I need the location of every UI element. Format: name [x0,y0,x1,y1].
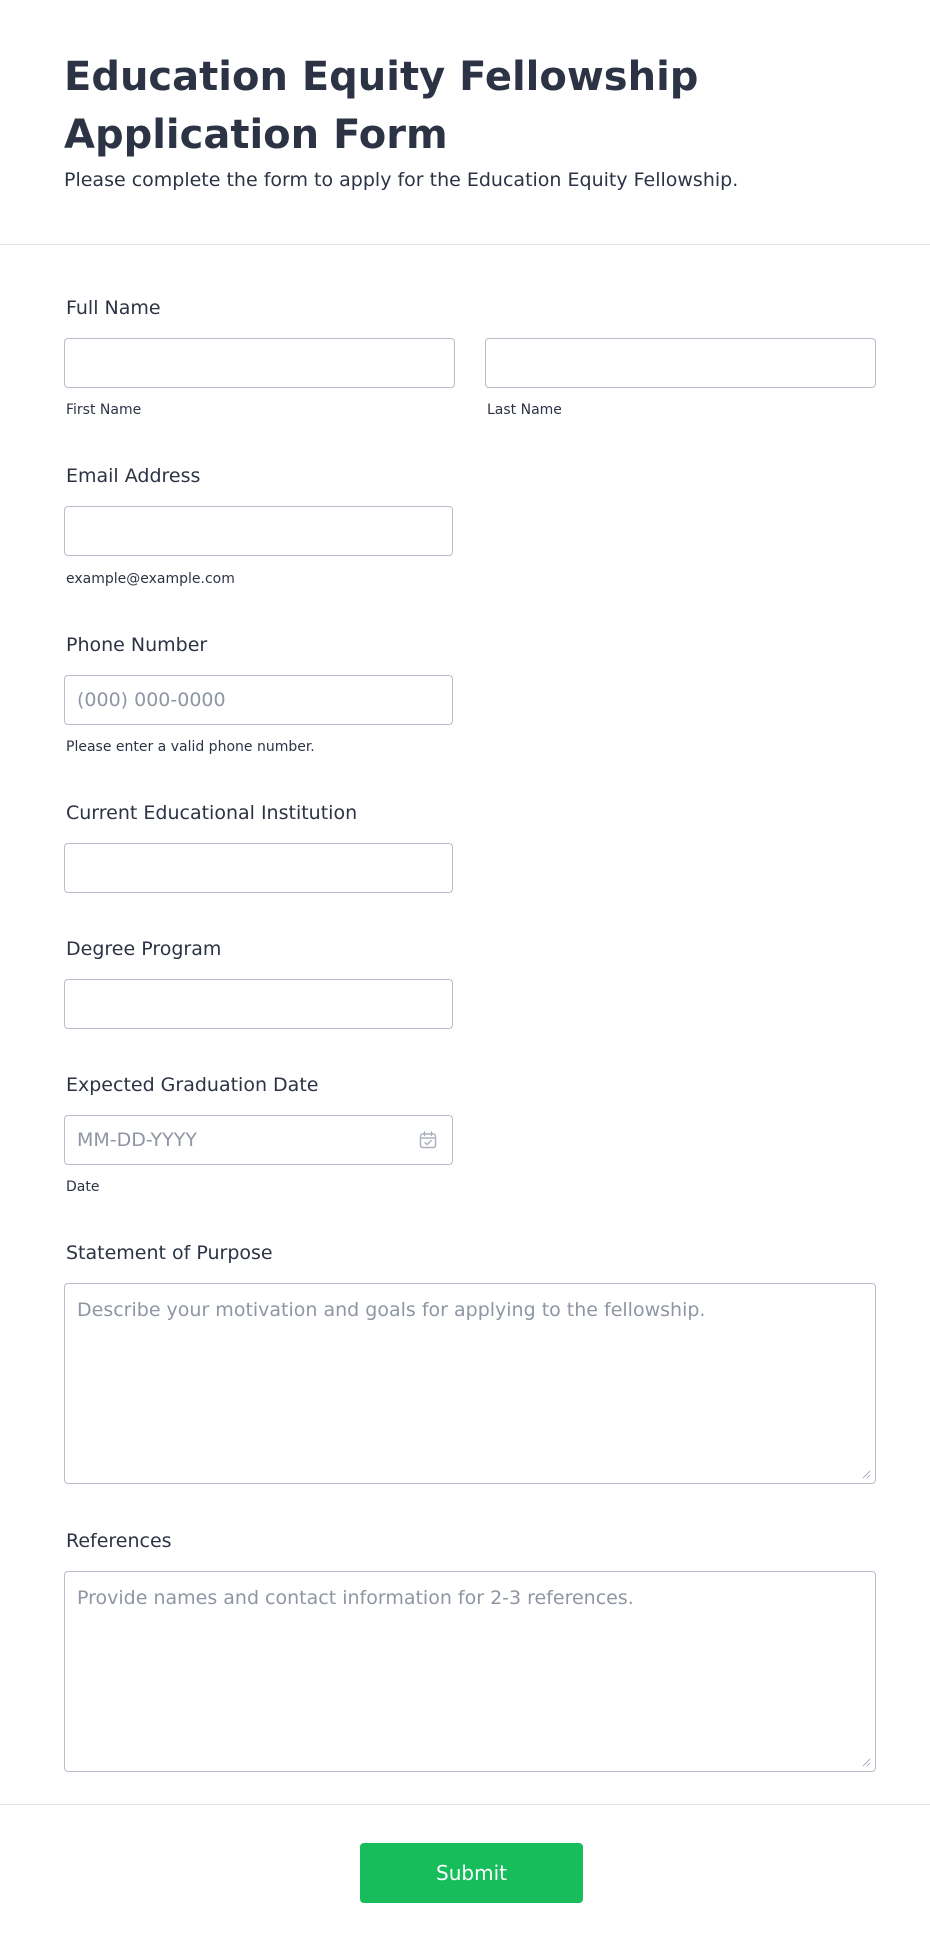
institution-label: Current Educational Institution [66,802,358,824]
submit-button[interactable]: Submit [360,1843,583,1903]
graduation-date-label: Expected Graduation Date [66,1074,319,1096]
first-name-sublabel: First Name [66,402,142,418]
full-name-label: Full Name [66,297,161,319]
statement-label: Statement of Purpose [66,1242,273,1264]
email-label: Email Address [66,465,201,487]
references-label: References [66,1530,172,1552]
references-resize-handle[interactable] [861,1757,871,1767]
graduation-date-input[interactable] [64,1115,453,1165]
last-name-sublabel: Last Name [487,402,562,418]
calendar-icon[interactable] [418,1130,438,1150]
form-subtitle: Please complete the form to apply for the Education Equity Fellowship. [64,169,739,191]
degree-label: Degree Program [66,938,222,960]
institution-input[interactable] [64,843,453,893]
email-input[interactable] [64,506,453,556]
degree-input[interactable] [64,979,453,1029]
references-textarea[interactable] [64,1571,876,1772]
first-name-input[interactable] [64,338,455,388]
phone-label: Phone Number [66,634,208,656]
phone-sublabel: Please enter a valid phone number. [66,739,315,755]
form-header [0,0,930,245]
email-sublabel: example@example.com [66,571,235,587]
graduation-date-sublabel: Date [66,1179,100,1195]
phone-input[interactable] [64,675,453,725]
form-footer [0,1804,930,1949]
form-title: Education Equity Fellowship Application Form [64,54,699,158]
last-name-input[interactable] [485,338,876,388]
statement-textarea[interactable] [64,1283,876,1484]
statement-resize-handle[interactable] [861,1469,871,1479]
